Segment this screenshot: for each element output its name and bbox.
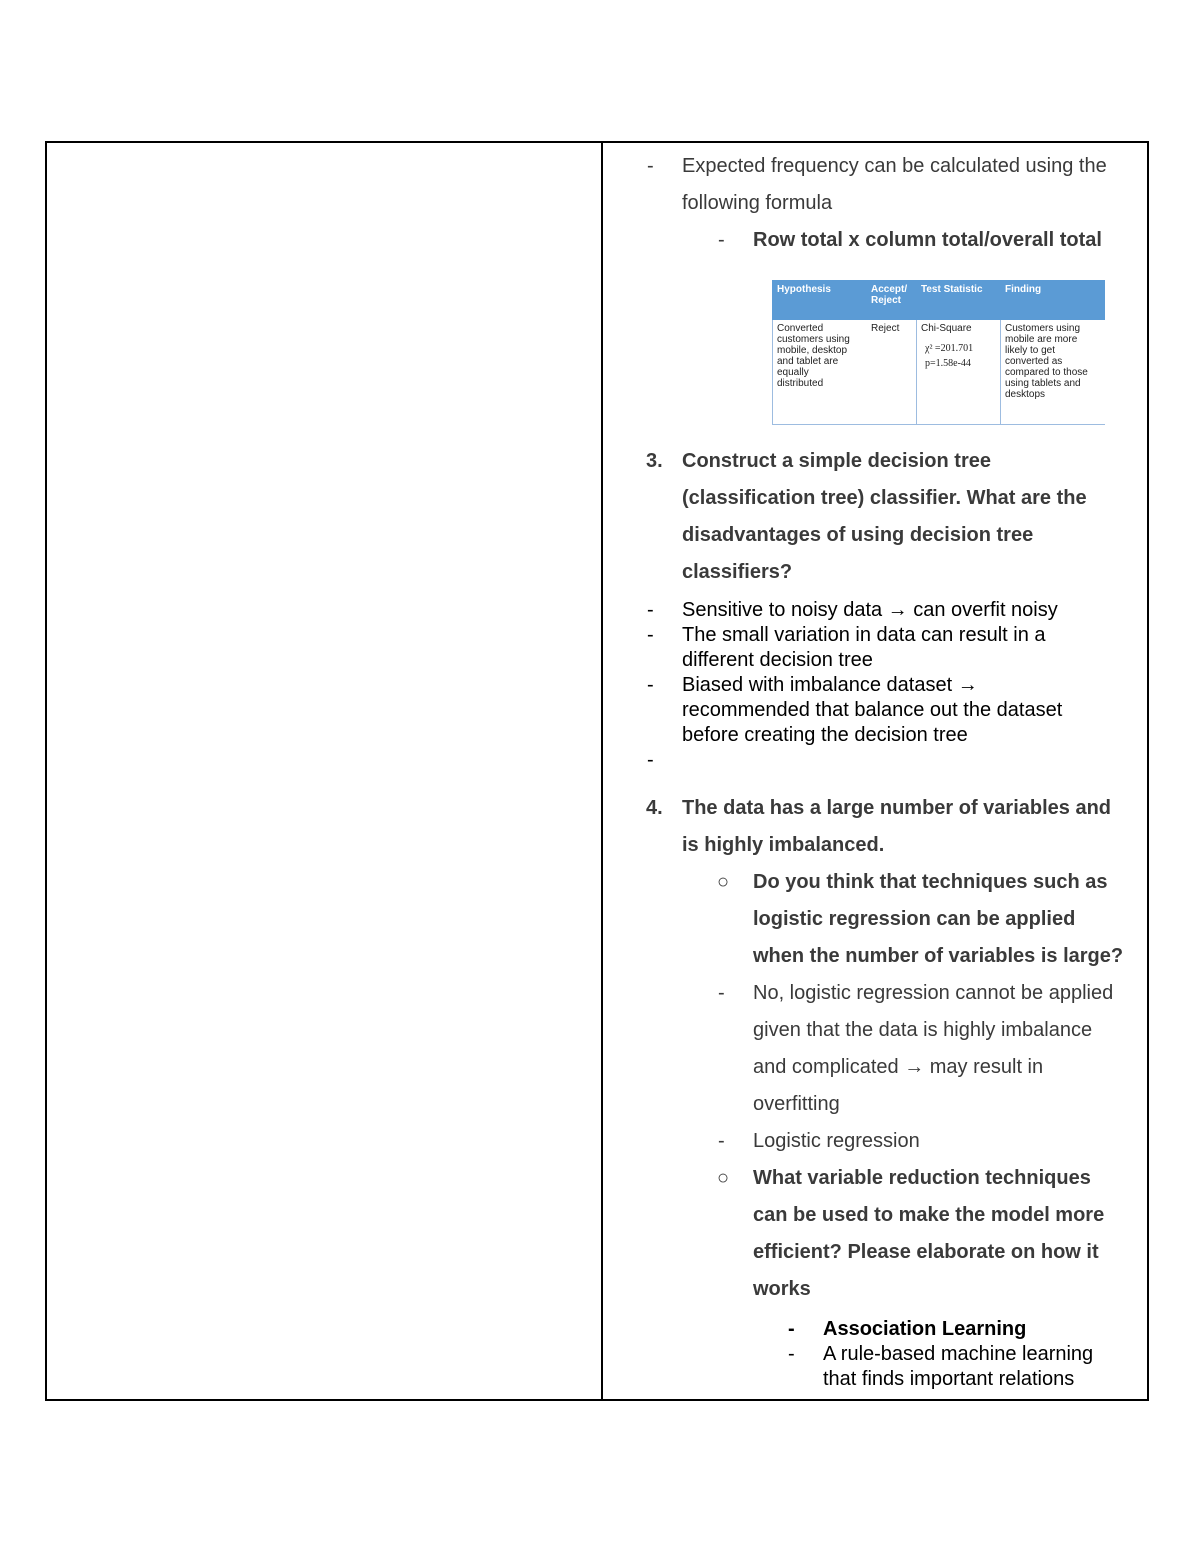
table-cell: distributed bbox=[777, 378, 824, 389]
question-line: when the number of variables is large? bbox=[753, 945, 1124, 967]
table-cell: Chi-Square bbox=[921, 323, 972, 334]
table-cell: desktops bbox=[1005, 389, 1046, 400]
table-cell: p=1.58e-44 bbox=[925, 358, 971, 369]
bullet-dash: - bbox=[647, 155, 654, 177]
table-cell: Converted bbox=[777, 323, 824, 334]
table-cell: converted as bbox=[1005, 356, 1063, 367]
question-line: logistic regression can be applied bbox=[753, 908, 1076, 930]
formula-line: Row total x column total/overall total bbox=[753, 229, 1102, 251]
bullet-dash: - bbox=[647, 674, 654, 696]
answer-line: and complicated → may result in bbox=[753, 1056, 1044, 1078]
bullet-circle: ○ bbox=[717, 1167, 730, 1189]
question-line: efficient? Please elaborate on how it bbox=[753, 1241, 1099, 1263]
table-header-cell: Reject bbox=[871, 295, 902, 306]
question-line: works bbox=[753, 1278, 811, 1300]
answer-line: A rule-based machine learning bbox=[823, 1343, 1094, 1365]
bullet-dash: - bbox=[647, 599, 654, 621]
question-number: 3. bbox=[646, 450, 663, 472]
bullet-dash: - bbox=[788, 1343, 795, 1365]
answer-line: before creating the decision tree bbox=[682, 724, 968, 746]
table-cell: and tablet are bbox=[777, 356, 839, 367]
question-line: What variable reduction techniques bbox=[753, 1167, 1091, 1189]
table-cell: Customers using bbox=[1005, 323, 1081, 334]
answer-heading: Association Learning bbox=[823, 1318, 1027, 1340]
text-line: following formula bbox=[682, 192, 833, 214]
table-cell: using tablets and bbox=[1005, 378, 1081, 389]
table-header-row bbox=[772, 280, 1105, 320]
bullet-dash: - bbox=[647, 749, 654, 771]
table-rule bbox=[772, 424, 1105, 425]
bullet-circle: ○ bbox=[717, 871, 730, 893]
table-header-cell: Finding bbox=[1005, 284, 1042, 295]
answer-line: given that the data is highly imbalance bbox=[753, 1019, 1093, 1041]
document-table bbox=[45, 141, 1149, 1401]
table-cell: compared to those bbox=[1005, 367, 1088, 378]
table-rule bbox=[916, 320, 917, 424]
answer-line: that finds important relations bbox=[823, 1368, 1075, 1390]
table-cell: customers using bbox=[777, 334, 850, 345]
question-line: Do you think that techniques such as bbox=[753, 871, 1108, 893]
table-header-cell: Hypothesis bbox=[777, 284, 831, 295]
question-line: is highly imbalanced. bbox=[682, 834, 885, 856]
bullet-dash: - bbox=[718, 229, 725, 251]
answer-line: Logistic regression bbox=[753, 1130, 920, 1152]
hypothesis-table-image bbox=[772, 280, 1105, 426]
table-cell: mobile are more bbox=[1005, 334, 1078, 345]
table-header-cell: Test Statistic bbox=[921, 284, 983, 295]
answer-line: No, logistic regression cannot be applied bbox=[753, 982, 1114, 1004]
bullet-dash: - bbox=[788, 1318, 795, 1340]
answer-line: Sensitive to noisy data → can overfit noisy bbox=[682, 599, 1058, 621]
table-cell: χ² =201.701 bbox=[925, 343, 974, 354]
question-line: The data has a large number of variables and bbox=[682, 797, 1112, 819]
answer-line: overfitting bbox=[753, 1093, 840, 1115]
answer-line: recommended that balance out the dataset bbox=[682, 699, 1063, 721]
table-cell: Reject bbox=[871, 323, 900, 334]
table-cell: likely to get bbox=[1005, 345, 1056, 356]
question-line: (classification tree) classifier. What are the bbox=[682, 487, 1087, 509]
question-line: disadvantages of using decision tree bbox=[682, 524, 1034, 546]
right-cell bbox=[603, 143, 1147, 1399]
question-line: classifiers? bbox=[682, 561, 793, 583]
table-cell: mobile, desktop bbox=[777, 345, 848, 356]
left-cell bbox=[47, 143, 601, 1399]
table-header-cell: Accept/ bbox=[871, 284, 908, 295]
answer-line: Biased with imbalance dataset → bbox=[682, 674, 978, 696]
table-rule bbox=[1000, 320, 1001, 424]
bullet-dash: - bbox=[718, 982, 725, 1004]
question-line: can be used to make the model more bbox=[753, 1204, 1105, 1226]
answer-line: different decision tree bbox=[682, 649, 873, 671]
question-number: 4. bbox=[646, 797, 663, 819]
bullet-dash: - bbox=[718, 1130, 725, 1152]
table-rule bbox=[772, 320, 773, 424]
bullet-dash: - bbox=[647, 624, 654, 646]
text-line: Expected frequency can be calculated using the bbox=[682, 155, 1107, 177]
answer-line: The small variation in data can result in a bbox=[682, 624, 1046, 646]
question-line: Construct a simple decision tree bbox=[682, 450, 991, 472]
table-cell: equally bbox=[777, 367, 809, 378]
